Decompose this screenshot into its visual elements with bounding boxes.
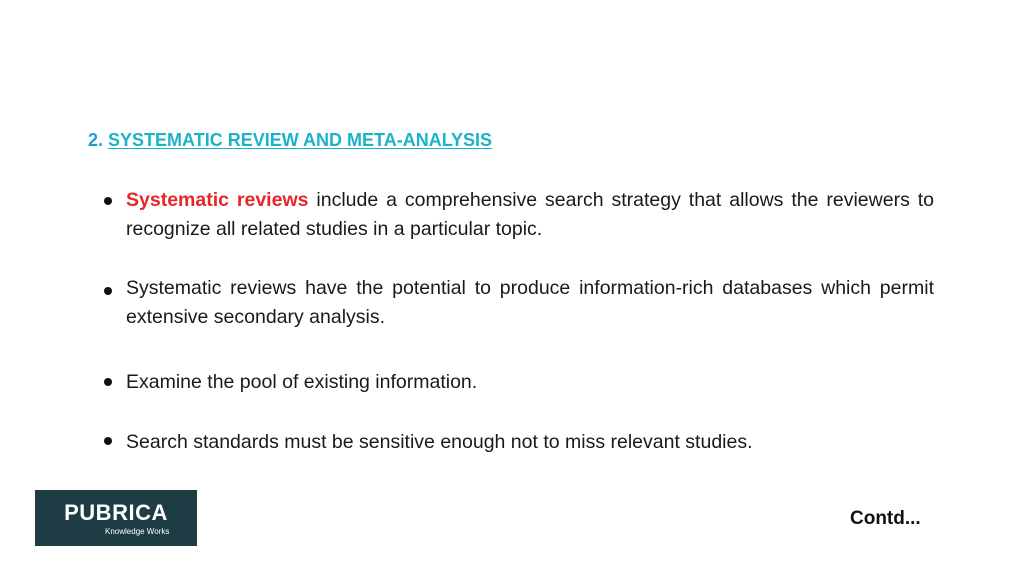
bullet-item (104, 368, 934, 397)
bullet-item (104, 428, 934, 457)
logo-name: PUBRICA (64, 500, 168, 525)
bullet-text: Examine the pool of existing information. (126, 371, 478, 393)
pubrica-logo (35, 490, 197, 546)
bullet-text: Systematic reviews have the potential to produce information-rich databases which permit extensive secondary analysis. (126, 277, 934, 328)
section-number: 2. (88, 130, 104, 150)
section-title: SYSTEMATIC REVIEW AND META-ANALYSIS (108, 130, 493, 150)
bullet-dot (104, 197, 112, 205)
bullet-text (126, 186, 934, 244)
bullet-item (104, 186, 934, 244)
bullet-dot (104, 287, 112, 295)
continued-label: Contd... (850, 508, 921, 529)
bullet-item (104, 274, 934, 332)
bullet-text-rest: include a comprehensive search strategy that allows the reviewers to recognize all related studies in a particular topic. (126, 189, 935, 240)
bullet-highlight: Systematic reviews (126, 189, 309, 211)
bullet-text: Search standards must be sensitive enough not to miss relevant studies. (126, 431, 753, 453)
bullet-dot (104, 437, 112, 445)
bullet-dot (104, 378, 112, 386)
logo-tagline: Knowledge Works (105, 527, 170, 536)
section-heading (88, 130, 492, 151)
